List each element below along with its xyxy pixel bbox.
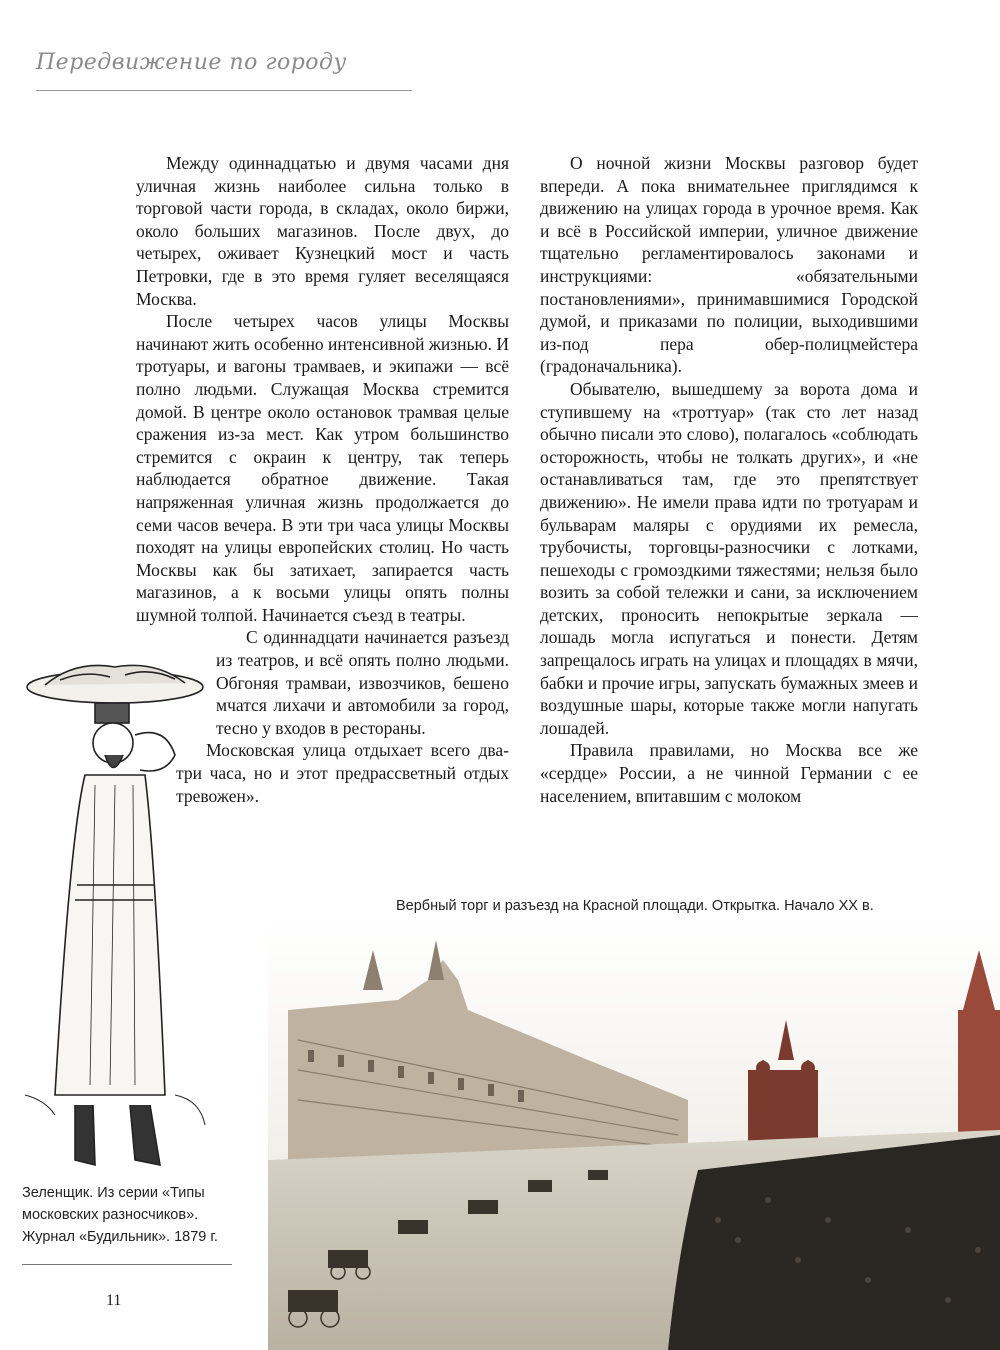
footer-rule xyxy=(22,1264,232,1265)
running-title: Передвижение по городу xyxy=(36,50,347,75)
header-rule xyxy=(36,90,412,91)
paragraph: Московская улица отдыхает всего два-три часа, но и этот предрассветный отдых тревожен». xyxy=(176,740,509,806)
paragraph: После четырех часов улицы Москвы начинают жить особенно интенсивной жизнью. И тротуары, и вагоны трамваев, и экипажи — всё полно людьми. Служащая Москва стремится домой. В центре около остановок трамвая целые сражения из-за мест. Как утром большинство стремится с окраин к центру, так теперь наблюдается обратное движение. Такая напряженная уличная жизнь продолжается до семи часов вечера. В эти три часа улицы Москвы походят на улицы европейских столиц. Но часть Москвы как бы затихает, запирается часть магазинов, а к восьми улицы опять полны шумной толпой. Начинается съезд в театры. xyxy=(136,311,509,625)
illustration-caption xyxy=(22,1182,262,1248)
red-square-photo xyxy=(268,920,1000,1350)
page-number: 11 xyxy=(106,1292,122,1309)
paragraph: Между одиннадцатью и двумя часами дня уличная жизнь наиболее сильна только в торговой части города, в складах, около биржи, около больших магазинов. После двух, до четырех, оживает Кузнецкий мост и часть Петровки, где в это время гуляет веселящаяся Москва. xyxy=(136,153,509,309)
paragraph: Правила правилами, но Москва все же «сердце» России, а не чинной Германии с ее населением, впитавшим с молоком xyxy=(540,740,918,806)
paragraph: С одиннадцати начинается разъезд из театров, и всё опять полно людьми. Обгоняя трамваи, извозчиков, бешено мчатся лихачи и автомобили за город, тесно у входов в рестораны. xyxy=(216,627,509,738)
vendor-illustration xyxy=(15,655,215,1175)
caption-line: московских разносчиков». xyxy=(22,1207,199,1223)
caption-line: Журнал «Будильник». 1879 г. xyxy=(22,1229,218,1245)
paragraph: Обывателю, вышедшему за ворота дома и ступившему на «троттуар» (так сто лет назад обычно писали это слово), полагалось «соблюдать осторожность, чтобы не толкать других», и «не останавливаться там, где это препятствует движению». Не имели права идти по тротуарам и бульварам маляры с орудиями их ремесла, трубочисты, торговцы-разносчики с лотками, пешеходы с громоздкими тяжестями; нельзя было возить за собой тележки и сани, за исключением детских, проносить непокрытые зеркала — лошадь могла испугаться и понести. Детям запрещалось играть на улицах и площадях в мячи, бабки и прочие игры, запускать бумажных змеев и воздушные шары, которые также могли напугать лошадей. xyxy=(540,378,918,738)
paragraph: О ночной жизни Москвы разговор будет впереди. А пока внимательнее приглядимся к движению на улицах города в урочное время. Как и всё в Российской империи, уличное движение тщательно регламентировалось законами и инструкциями: «обязательными постановлениями», принимавшимися Городской думой, и приказами по полиции, выходившими из-под пера обер-полицмейстера (градоначальника). xyxy=(540,153,918,377)
photo-caption: Вербный торг и разъезд на Красной площади. Открытка. Начало XX в. xyxy=(396,898,874,914)
right-text-column xyxy=(540,152,918,807)
caption-line: Зеленщик. Из серии «Типы xyxy=(22,1185,205,1201)
